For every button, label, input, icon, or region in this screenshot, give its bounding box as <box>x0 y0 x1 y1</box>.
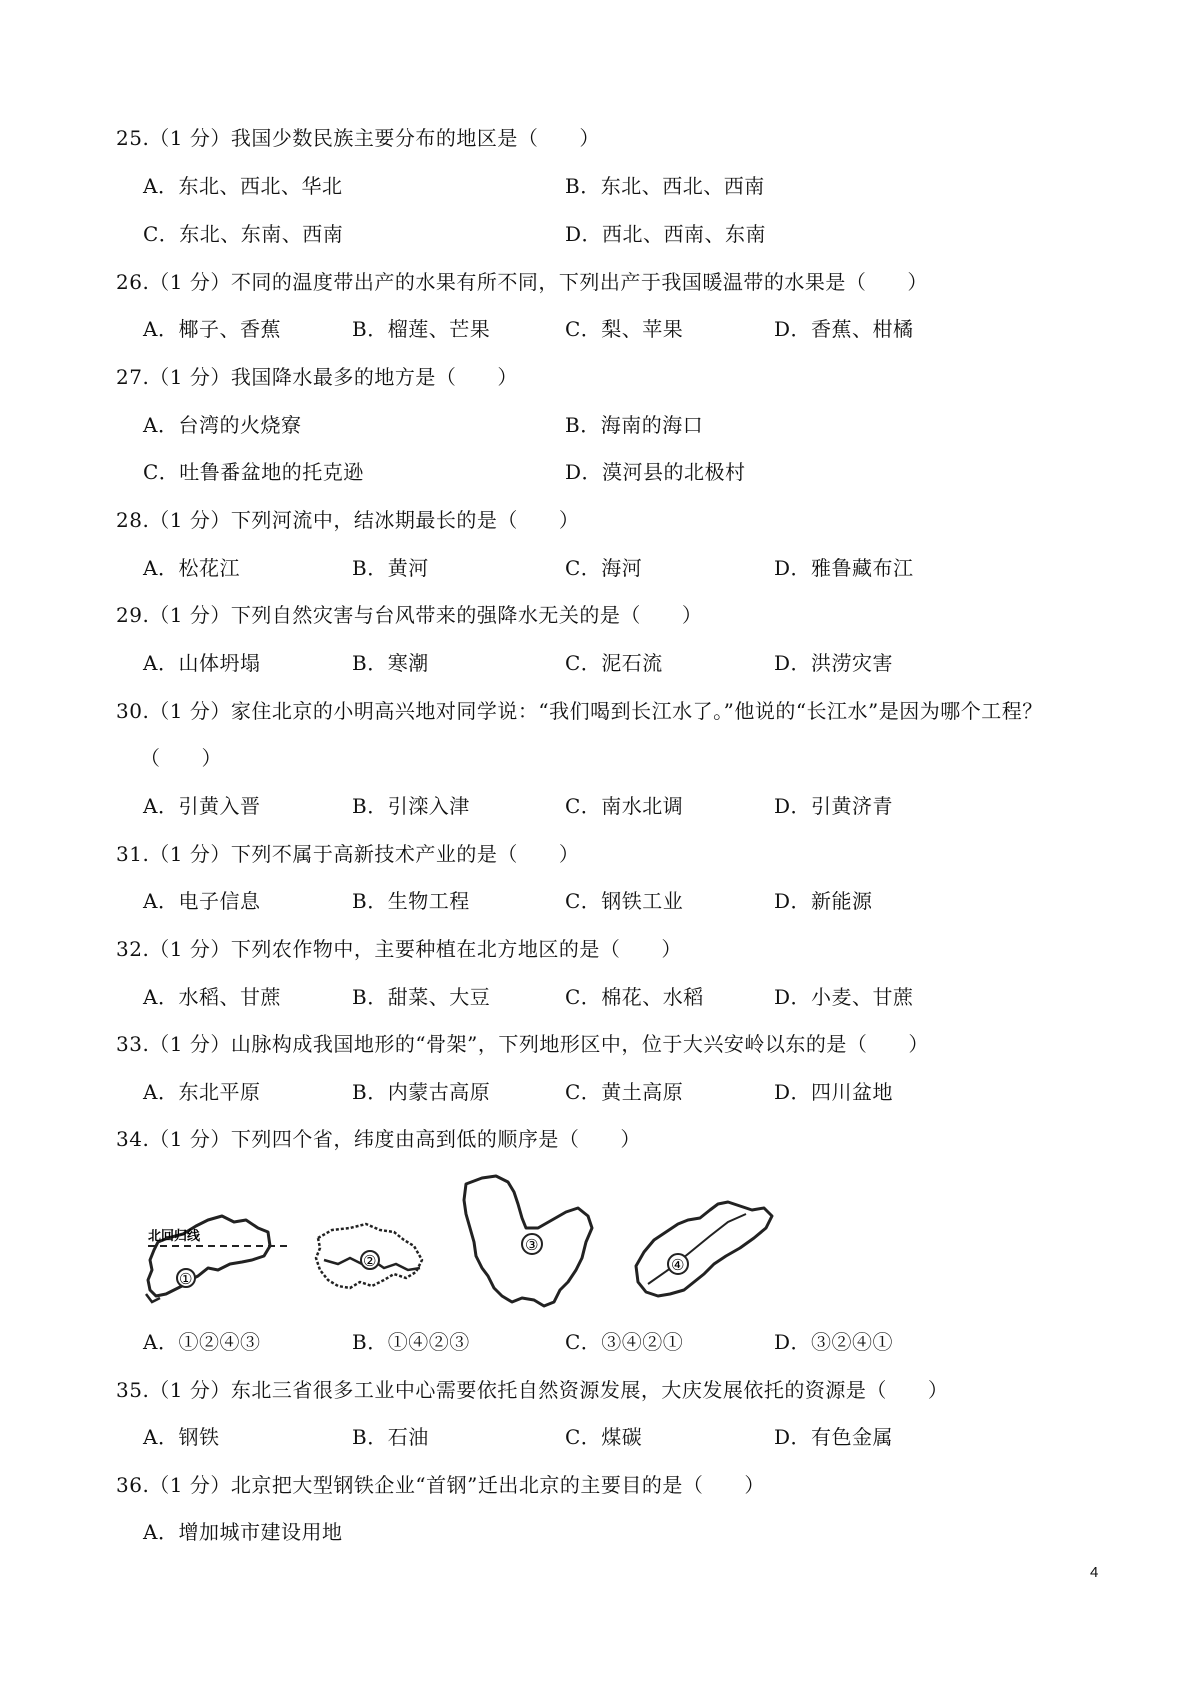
map-label-3: ③ <box>525 1236 539 1254</box>
question-25-option-d: D．西北、西南、东南 <box>565 222 767 246</box>
question-34-option-d: D．③②④① <box>774 1330 894 1354</box>
question-33-option-c: C．黄土高原 <box>565 1080 684 1104</box>
question-32-option-c: C．棉花、水稻 <box>565 985 704 1009</box>
question-35-option-d: D．有色金属 <box>774 1425 894 1449</box>
question-33-option-d: D．四川盆地 <box>774 1080 894 1104</box>
question-32-stem: 32.（1 分）下列农作物中，主要种植在北方地区的是（ ） <box>116 937 682 961</box>
question-32-option-b: B．甜菜、大豆 <box>352 985 491 1009</box>
question-25-option-b: B．东北、西北、西南 <box>565 174 765 198</box>
question-26-option-b: B．榴莲、芒果 <box>352 317 491 341</box>
question-28-stem: 28.（1 分）下列河流中，结冰期最长的是（ ） <box>116 508 580 532</box>
question-34-stem: 34.（1 分）下列四个省，纬度由高到低的顺序是（ ） <box>116 1127 641 1151</box>
question-29-option-d: D．洪涝灾害 <box>774 651 894 675</box>
question-25-option-a: A．东北、西北、华北 <box>143 174 343 198</box>
map-label-4: ④ <box>671 1256 685 1274</box>
question-27-option-d: D．漠河县的北极村 <box>565 460 746 484</box>
question-25-stem: 25.（1 分）我国少数民族主要分布的地区是（ ） <box>116 126 600 150</box>
question-34-option-a: A．①②④③ <box>143 1330 261 1354</box>
question-29-stem: 29.（1 分）下列自然灾害与台风带来的强降水无关的是（ ） <box>116 603 703 627</box>
question-30-stem-continued: （ ） <box>140 746 222 770</box>
question-33-stem: 33.（1 分）山脉构成我国地形的“骨架”，下列地形区中，位于大兴安岭以东的是（ ） <box>116 1032 929 1056</box>
question-25-option-c: C．东北、东南、西南 <box>143 222 344 246</box>
tropic-of-cancer-label: 北回归线 <box>148 1229 201 1244</box>
province-map-2 <box>310 1216 430 1296</box>
question-27-stem: 27.（1 分）我国降水最多的地方是（ ） <box>116 365 518 389</box>
question-30-option-d: D．引黄济青 <box>774 794 894 818</box>
question-26-option-d: D．香蕉、柑橘 <box>774 317 914 341</box>
question-28-option-d: D．雅鲁藏布江 <box>774 556 914 580</box>
question-31-option-c: C．钢铁工业 <box>565 889 684 913</box>
question-34-option-c: C．③④②① <box>565 1330 684 1354</box>
question-33-option-b: B．内蒙古高原 <box>352 1080 491 1104</box>
question-30-option-c: C．南水北调 <box>565 794 684 818</box>
map-label-1: ① <box>179 1270 193 1288</box>
question-31-option-a: A．电子信息 <box>143 889 261 913</box>
question-30-option-b: B．引滦入津 <box>352 794 470 818</box>
question-28-option-b: B．黄河 <box>352 556 429 580</box>
question-28-option-c: C．海河 <box>565 556 643 580</box>
question-31-option-d: D．新能源 <box>774 889 873 913</box>
province-map-3 <box>456 1172 606 1322</box>
question-30-option-a: A．引黄入晋 <box>143 794 261 818</box>
question-34-option-b: B．①④②③ <box>352 1330 470 1354</box>
question-26-stem: 26.（1 分）不同的温度带出产的水果有所不同，下列出产于我国暖温带的水果是（ ） <box>116 270 928 294</box>
question-27-option-c: C．吐鲁番盆地的托克逊 <box>143 460 364 484</box>
map-label-2: ② <box>363 1252 377 1270</box>
question-31-stem: 31.（1 分）下列不属于高新技术产业的是（ ） <box>116 842 580 866</box>
question-27-option-b: B．海南的海口 <box>565 413 704 437</box>
province-maps-figure <box>138 1172 778 1322</box>
question-35-option-a: A．钢铁 <box>143 1425 220 1449</box>
question-31-option-b: B．生物工程 <box>352 889 470 913</box>
question-27-option-a: A．台湾的火烧寮 <box>143 413 302 437</box>
page-number: 4 <box>1090 1564 1099 1581</box>
question-36-stem: 36.（1 分）北京把大型钢铁企业“首钢”迁出北京的主要目的是（ ） <box>116 1473 765 1497</box>
question-26-option-c: C．梨、苹果 <box>565 317 684 341</box>
question-35-option-b: B．石油 <box>352 1425 429 1449</box>
question-35-option-c: C．煤碳 <box>565 1425 643 1449</box>
question-29-option-b: B．寒潮 <box>352 651 429 675</box>
question-29-option-c: C．泥石流 <box>565 651 663 675</box>
question-32-option-a: A．水稻、甘蔗 <box>143 985 281 1009</box>
question-35-stem: 35.（1 分）东北三省很多工业中心需要依托自然资源发展，大庆发展依托的资源是（ ） <box>116 1378 949 1402</box>
question-33-option-a: A．东北平原 <box>143 1080 261 1104</box>
question-32-option-d: D．小麦、甘蔗 <box>774 985 914 1009</box>
province-map-4 <box>628 1196 778 1306</box>
question-36-option-a: A．增加城市建设用地 <box>143 1520 343 1544</box>
question-30-stem: 30.（1 分）家住北京的小明高兴地对同学说：“我们喝到长江水了。”他说的“长江水”是因为哪个工程？ <box>116 699 1043 723</box>
question-26-option-a: A．椰子、香蕉 <box>143 317 281 341</box>
question-29-option-a: A．山体坍塌 <box>143 651 261 675</box>
province-map-1 <box>138 1202 298 1307</box>
question-28-option-a: A．松花江 <box>143 556 240 580</box>
